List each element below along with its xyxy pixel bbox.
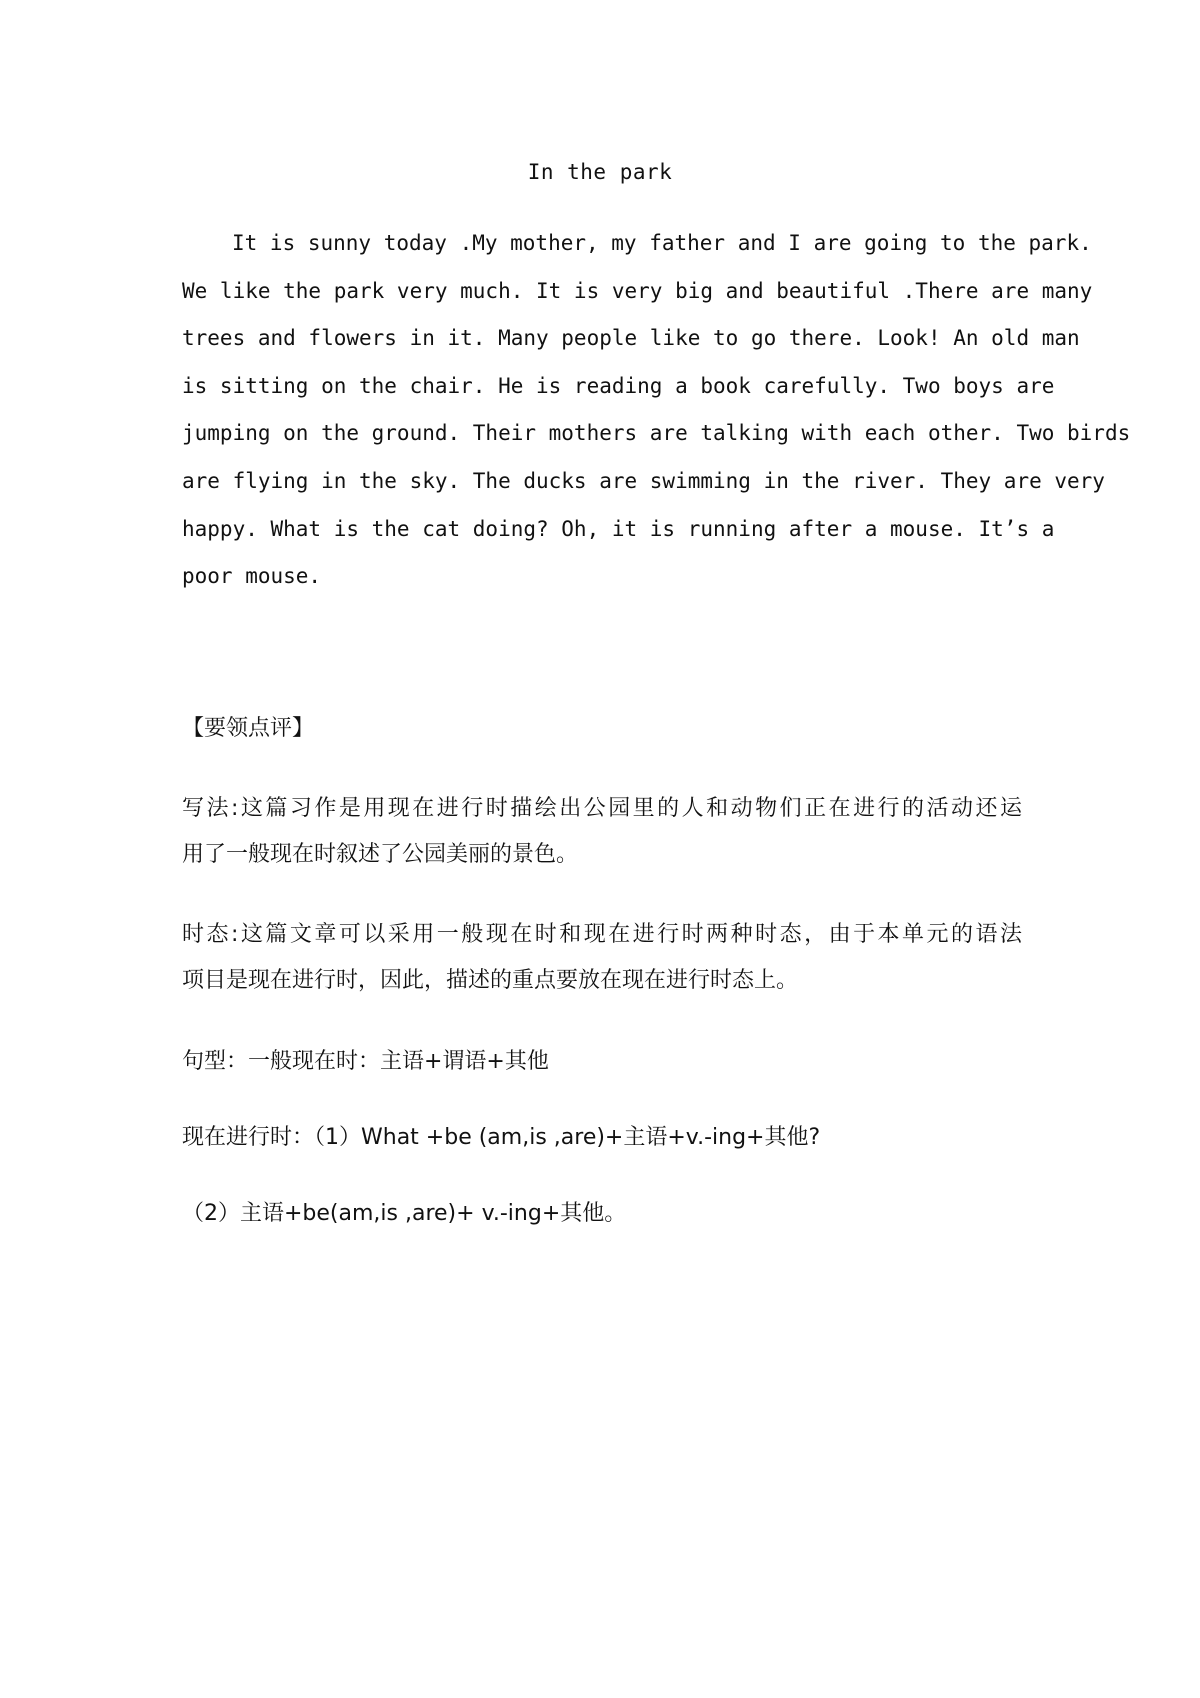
tense-note-line: 时态:这篇文章可以采用一般现在时和现在进行时两种时态，由于本单元的语法 [182, 922, 1022, 947]
progressive-pattern-2-line: （2）主语+be(am,is ,are)+ v.-ing+其他。 [182, 1201, 627, 1226]
progressive-pattern-1-line: 现在进行时：（1）What +be (am,is ,are)+主语+v.-ing+其他? [182, 1125, 821, 1150]
essay-title: In the park [527, 160, 673, 184]
essay-line: happy. What is the cat doing? Oh, it is running after a mouse. It’s a [182, 516, 1055, 541]
sentence-pattern-note [182, 1039, 1022, 1085]
essay-body [182, 228, 1131, 609]
method-note-line: 写法:这篇习作是用现在进行时描绘出公园里的人和动物们正在进行的活动还运 [182, 796, 1022, 821]
method-note [182, 786, 1022, 878]
essay-line: trees and flowers in it. Many people like to go there. Look! An old man [182, 326, 1080, 351]
progressive-pattern-2 [182, 1191, 1022, 1237]
tense-note-line: 项目是现在进行时，因此，描述的重点要放在现在进行时态上。 [182, 968, 799, 993]
essay-line: is sitting on the chair. He is reading a book carefully. Two boys are [182, 373, 1055, 398]
tense-note [182, 912, 1022, 1004]
essay-line: We like the park very much. It is very big and beautiful .There are many [182, 278, 1093, 303]
essay-line: It is sunny today .My mother, my father and I are going to the park. [232, 231, 1092, 255]
essay-line: jumping on the ground. Their mothers are talking with each other. Two birds [182, 421, 1131, 446]
method-note-line: 用了一般现在时叙述了公园美丽的景色。 [182, 842, 579, 867]
essay-line: poor mouse. [182, 564, 322, 589]
essay-line: are flying in the sky. The ducks are swimming in the river. They are very [182, 468, 1105, 493]
sentence-pattern-line: 句型：一般现在时：主语+谓语+其他 [182, 1049, 549, 1074]
progressive-pattern-1 [182, 1115, 1022, 1161]
notes-heading: 【要领点评】 [182, 716, 315, 741]
